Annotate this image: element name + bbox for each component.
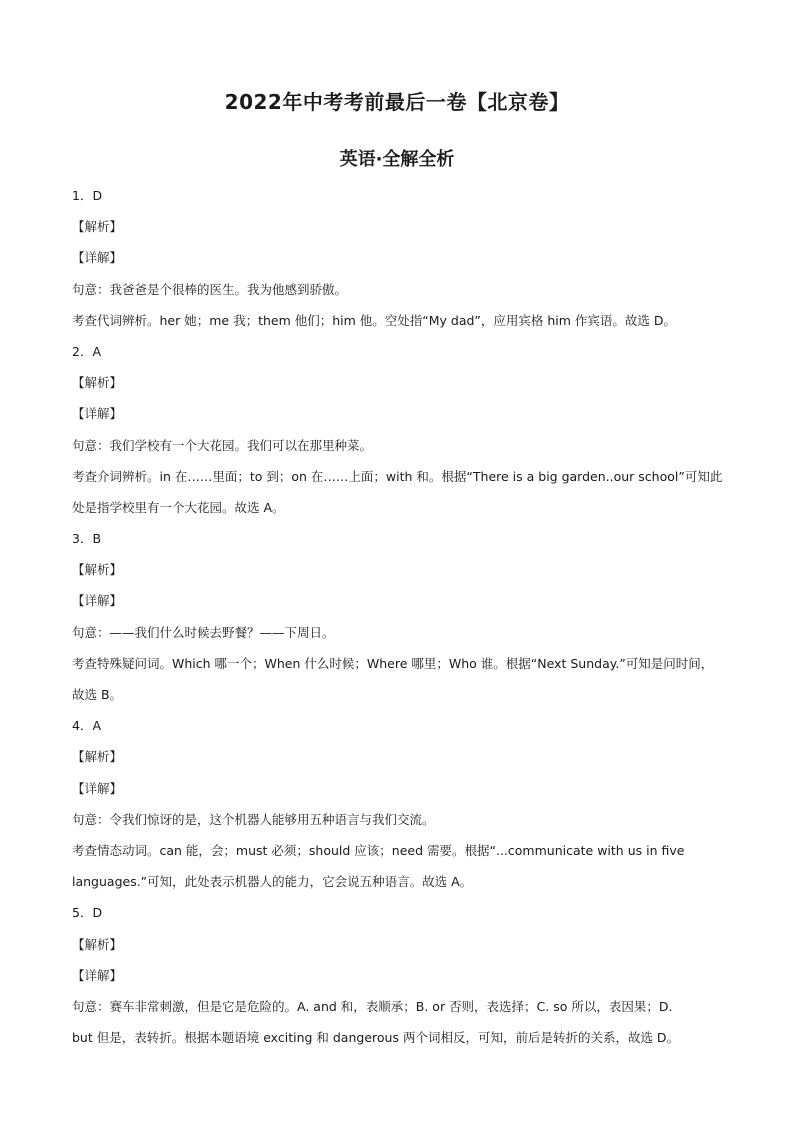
text-line: 故选 B。	[72, 687, 123, 702]
text-line: 考查特殊疑问词。Which 哪一个；When 什么时候；Where 哪里；Who 谁。根据“Next Sunday.”可知是问时间，	[72, 655, 714, 671]
text-line: 【解析】	[72, 562, 123, 578]
text-line: 【解析】	[72, 936, 123, 952]
text-line: 考查代词辨析。her 她；me 我；them 他们；him 他。空处指“My dad”，应用宾格 him 作宾语。故选 D。	[72, 312, 677, 328]
text-line: 【解析】	[72, 749, 123, 765]
text-line: but 但是，表转折。根据本题语境 exciting 和 dangerous 两个词相反，可知，前后是转折的关系，故选 D。	[72, 1030, 680, 1046]
text-line: languages.”可知，此处表示机器人的能力，它会说五种语言。故选 A。	[72, 874, 473, 890]
text-line: 5．D	[72, 905, 103, 921]
text-line: 【详解】	[72, 593, 123, 609]
text-line: 【解析】	[72, 375, 123, 391]
page-title: 2022年中考考前最后一卷【北京卷】	[224, 90, 570, 114]
text-line: 句意：——我们什么时候去野餐？——下周日。	[72, 624, 335, 640]
text-line: 考查情态动词。can 能，会；must 必须；should 应该；need 需要。根据“...communicate with us in five	[72, 842, 685, 858]
text-line: 【解析】	[72, 219, 123, 235]
text-line: 1．D	[72, 188, 103, 203]
text-line: 处是指学校里有一个大花园。故选 A。	[72, 499, 285, 515]
text-line: 3．B	[72, 531, 102, 547]
text-line: 【详解】	[72, 406, 123, 422]
document-body	[72, 180, 724, 1053]
text-line: 句意：赛车非常刺激，但是它是危险的。A. and 和，表顺承；B. or 否则，表选择；C. so 所以，表因果；D.	[72, 998, 673, 1014]
text-line: 句意：令我们惊讶的是，这个机器人能够用五种语言与我们交流。	[72, 811, 435, 827]
text-line: 2．A	[72, 343, 102, 359]
text-line: 句意：我爸爸是个很棒的医生。我为他感到骄傲。	[72, 281, 348, 297]
text-line: 【详解】	[72, 967, 123, 983]
page-subtitle: 英语·全解全析	[339, 149, 455, 170]
text-line: 4．A	[72, 718, 102, 734]
text-line: 【详解】	[72, 780, 123, 796]
text-line: 【详解】	[72, 250, 123, 266]
text-line: 考查介词辨析。in 在……里面；to 到；on 在……上面；with 和。根据“There is a big garden..our school”可知此	[72, 468, 723, 484]
text-line: 句意：我们学校有一个大花园。我们可以在那里种菜。	[72, 437, 373, 453]
